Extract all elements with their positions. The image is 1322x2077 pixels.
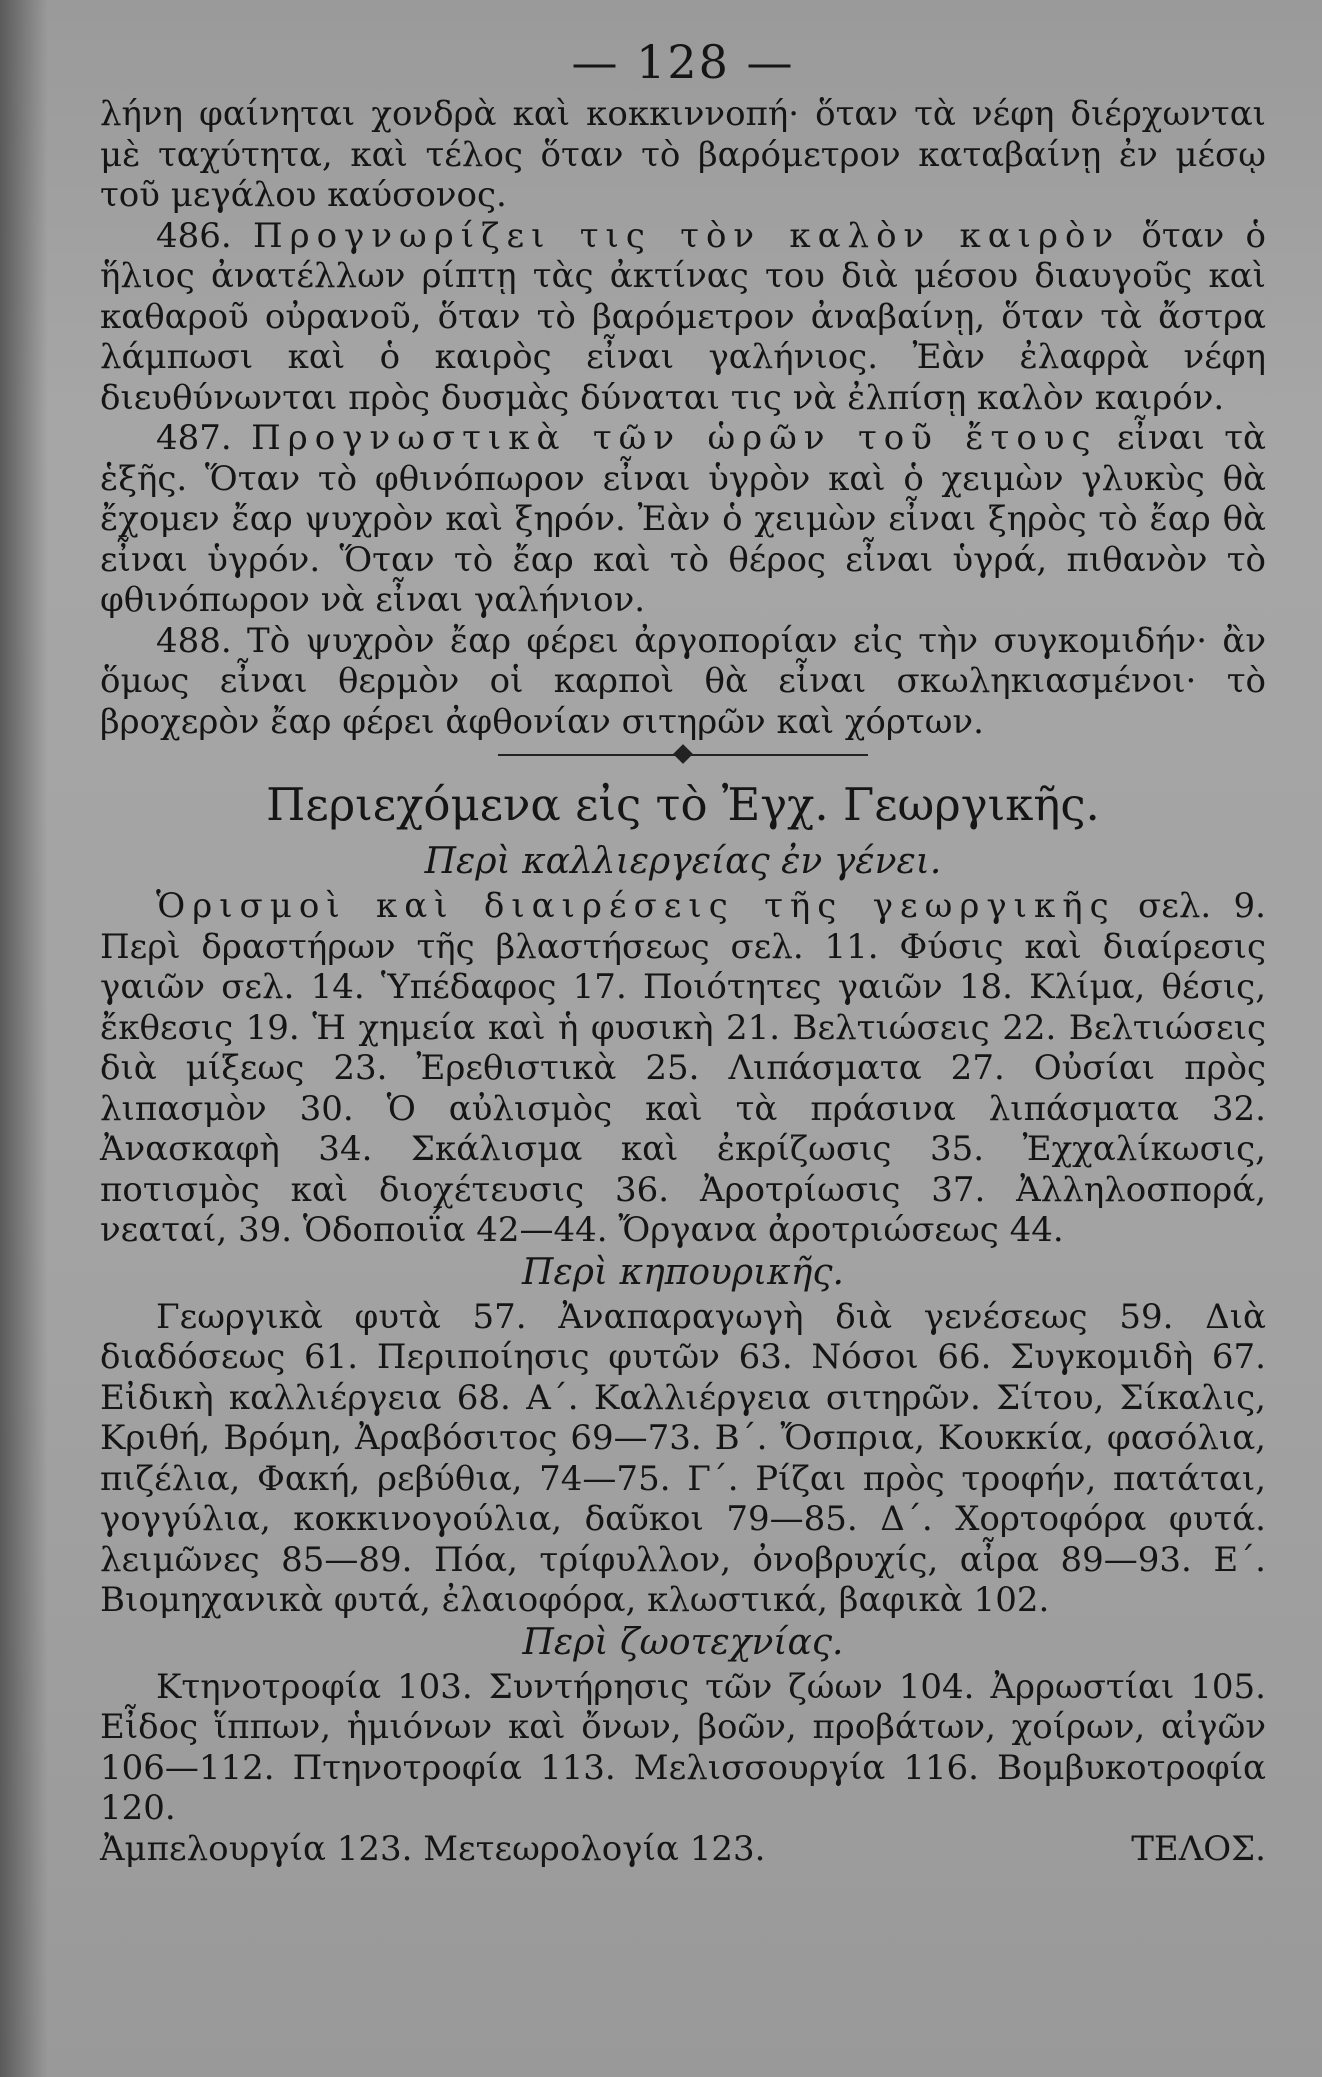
- contents-body: Γεωργικὰ φυτὰ 57. Ἀναπαραγωγὴ διὰ γενέσεως 59. Διὰ διαδόσεως 61. Περιποίησις φυτῶν 63. Νόσοι 66. Συγκομιδὴ 67. Εἰδικὴ καλλιέργεια 68. Α΄. Καλλιέργεια σιτηρῶν. Σίτου, Σίκαλις, Κριθή, Βρόμη, Ἀραβόσιτος 69—73. Β΄. Ὄσπρια, Κουκκία, φασόλια, πιζέλια, Φακή, ρεβύθια, 74—75. Γ΄. Ρίζαι πρὸς τροφήν, πατάται, γογγύλια, κοκκινογούλια, δαῦκοι 79—85. Δ΄. Χορτοφόρα φυτά. λειμῶνες 85—89. Πόα, τρίφυλλον, ὀνοβρυχίς, αἶρα 89—93. Ε΄. Βιομηχανικὰ φυτά, ἐλαιοφόρα, κλωστικά, βαφικὰ 102.: [100, 1296, 1266, 1620]
- contents-last-line: [100, 1829, 1266, 1870]
- contents-title: Περιεχόμενα εἰς τὸ Ἐγχ. Γεωργικῆς.: [266, 778, 1100, 831]
- paragraph-number: 488.: [156, 620, 232, 661]
- paragraph-body: Τὸ ψυχρὸν ἔαρ φέρει ἀργοπορίαν εἰς τὴν συγκομιδήν· ἂν ὅμως εἶναι θερμὸν οἱ καρποὶ θὰ εἶναι σκωληκιασμένοι· τὸ βροχερὸν ἔαρ φέρει ἀφθονίαν σιτηρῶν καὶ χόρτων.: [100, 620, 1266, 742]
- contents-entries-zootechnics: [100, 1667, 1266, 1829]
- contents-subheading-gardening: Περὶ κηπουρικῆς.: [522, 1251, 844, 1293]
- contents-entries-gardening: [100, 1297, 1266, 1621]
- contents-last-entries: Ἀμπελουργία 123. Μετεωρολογία 123.: [100, 1828, 766, 1869]
- section-divider: [498, 754, 868, 760]
- paragraph-lead-spaced: Προγνωστικὰ τῶν ὡρῶν τοῦ ἔτους: [251, 418, 1098, 458]
- contents-entries-cultivation: [100, 886, 1266, 1251]
- text-block: [100, 34, 1266, 1869]
- paragraph-continuation: [100, 94, 1266, 216]
- page-shadow: [0, 0, 48, 2077]
- paragraph-488: [100, 621, 1266, 743]
- paragraph-number: 487.: [156, 418, 232, 458]
- contents-subheading-zootechnics: Περὶ ζωοτεχνίας.: [522, 1621, 844, 1663]
- contents-body: Κτηνοτροφία 103. Συντήρησις τῶν ζώων 104. Ἀρρωστίαι 105. Εἶδος ἵππων, ἡμιόνων καὶ ὄνων, βοῶν, προβάτων, χοίρων, αἰγῶν 106—112. Πτηνοτροφία 113. Μελισσουργία 116. Βομβυκοτροφία 120.: [100, 1666, 1266, 1828]
- page-number: — 128 —: [571, 35, 795, 89]
- contents-body: σελ. 9. Περὶ δραστήρων τῆς βλαστήσεως σελ. 11. Φύσις καὶ διαίρεσις γαιῶν σελ. 14. Ὑπέδαφος 17. Ποιότητες γαιῶν 18. Κλίμα, θέσις, ἔκθεσις 19. Ἡ χημεία καὶ ἡ φυσικὴ 21. Βελτιώσεις 22. Βελτιώσεις διὰ μίξεως 23. Ἐρεθιστικὰ 25. Λιπάσματα 27. Οὐσίαι πρὸς λιπασμὸν 30. Ὁ αὐλισμὸς καὶ τὰ πράσινα λιπάσματα 32. Ἀνασκαφὴ 34. Σκάλισμα καὶ ἐκρίζωσις 35. Ἐχχαλίκωσις, ποτισμὸς καὶ διοχέτευσις 36. Ἀροτρίωσις 37. Ἀλληλοσπορά, νεαταί, 39. Ὁδοποιΐα 42—44. Ὄργανα ἀροτριώσεως 44.: [100, 886, 1266, 1250]
- paragraph-body: λήνη φαίνηται χονδρὰ καὶ κοκκιννοπή· ὅταν τὰ νέφη διέρχωνται μὲ ταχύτητα, καὶ τέλος ὅταν τὸ βαρόμετρον καταβαίνῃ ἐν μέσῳ τοῦ μεγάλου καύσονος.: [100, 94, 1266, 215]
- paragraph-487: [100, 418, 1266, 621]
- divider-ornament: [673, 744, 693, 764]
- paragraph-number: 486.: [156, 215, 232, 256]
- contents-subheading-cultivation: Περὶ καλλιεργείας ἐν γένει.: [424, 841, 942, 882]
- paragraph-body: ὅταν ὁ ἥλιος ἀνατέλλων ρίπτῃ τὰς ἀκτίνας του διὰ μέσου διαυγοῦς καὶ καθαροῦ οὐρανοῦ, ὅταν τὸ βαρόμετρον ἀναβαίνῃ, ὅταν τὰ ἄστρα λάμπωσι καὶ ὁ καιρὸς εἶναι γαλήνιος. Ἐὰν ἐλαφρὰ νέφη διευθύνωνται πρὸς δυσμὰς δύναται τις νὰ ἐλπίσῃ καλὸν καιρόν.: [100, 215, 1267, 418]
- end-mark: ΤΕΛΟΣ.: [1131, 1828, 1266, 1869]
- paragraph-486: [100, 216, 1266, 419]
- paragraph-lead-spaced: Προγνωρίζει τις τὸν καλὸν καιρὸν: [252, 215, 1121, 256]
- paragraph-body: εἶναι τὰ ἑξῆς. Ὅταν τὸ φθινόπωρον εἶναι ὑγρὸν καὶ ὁ χειμὼν γλυκὺς θὰ ἔχομεν ἔαρ ψυχρὸν καὶ ξηρόν. Ἐὰν ὁ χειμὼν εἶναι ξηρὸς τὸ ἔαρ θὰ εἶναι ὑγρόν. Ὅταν τὸ ἔαρ καὶ τὸ θέρος εἶναι ὑγρά, πιθανὸν τὸ φθινόπωρον νὰ εἶναι γαλήνιον.: [100, 418, 1266, 620]
- contents-lead-spaced: Ὁρισμοὶ καὶ διαιρέσεις τῆς γεωργικῆς: [156, 886, 1116, 926]
